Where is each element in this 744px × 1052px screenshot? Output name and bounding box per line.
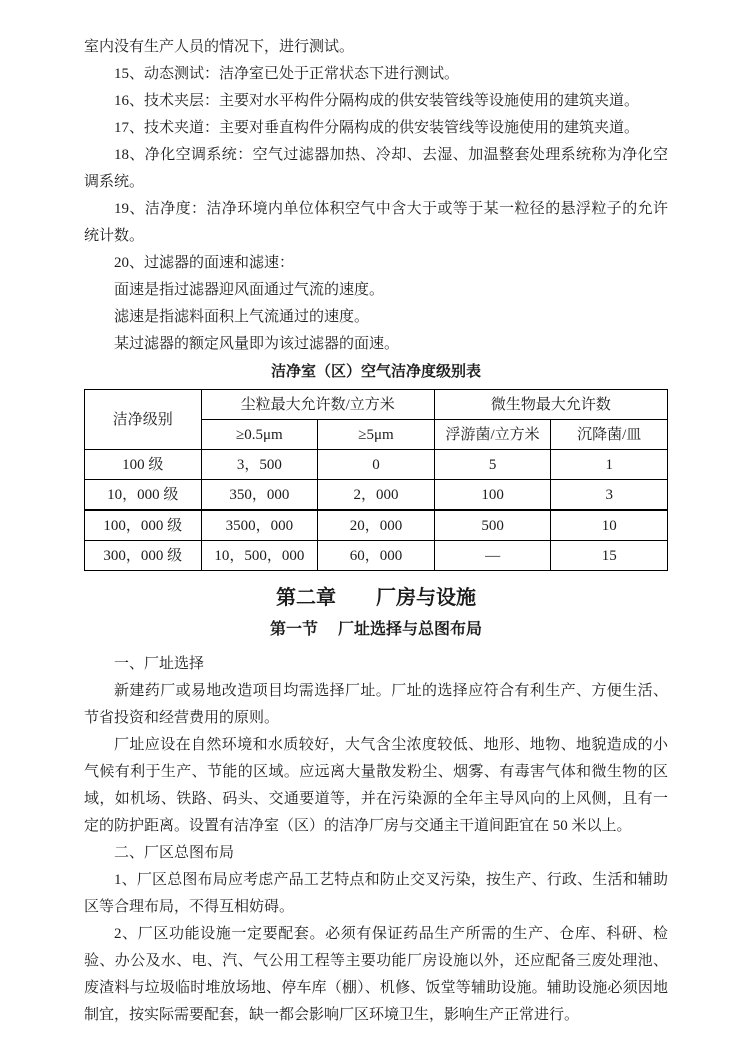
- table-cell: 20，000: [318, 510, 435, 541]
- table-cell: 100 级: [85, 450, 202, 480]
- paragraph: 15、动态测试：洁净室已处于正常状态下进行测试。: [114, 66, 460, 82]
- table-cell: 5: [434, 450, 551, 480]
- table-cell: 10，000 级: [85, 480, 202, 511]
- paragraph: 一、厂址选择: [114, 656, 205, 672]
- table-row: [85, 450, 668, 480]
- paragraph: 滤速是指滤料面积上气流通过的速度。: [114, 309, 370, 325]
- paragraph: 二、厂区总图布局: [114, 845, 235, 861]
- table-cell: 3500，000: [201, 510, 318, 541]
- table-row: [85, 510, 668, 541]
- table-cell: 350，000: [201, 480, 318, 511]
- table-header-cell: 尘粒最大允许数/立方米: [201, 390, 434, 420]
- paragraph: 室内没有生产人员的情况下，进行测试。: [84, 39, 355, 55]
- table-cell: 500: [434, 510, 551, 541]
- paragraph: 厂址应设在自然环境和水质较好，大气含尘浓度较低、地形、地物、地貌造成的小气候有利于生产、节能的区域。应远离大量散发粉尘、烟雾、有毒害气体和微生物的区域，如机场、铁路、码头、交通要道等，并在污染源的全年主导风向的上风侧，且有一定的防护距离。设置有洁净室（区）的洁净厂房与交通主干道间距宜在 50 米以上。: [84, 737, 668, 834]
- paragraph: 1、厂区总图布局应考虑产品工艺特点和防止交叉污染，按生产、行政、生活和辅助区等合理布局，不得互相妨碍。: [84, 872, 668, 915]
- table-cell: 2，000: [318, 480, 435, 511]
- paragraph: 17、技术夹道：主要对垂直构件分隔构成的供安装管线等设施使用的建筑夹道。: [114, 120, 640, 136]
- chapter-heading: 第二章 厂房与设施: [276, 587, 476, 609]
- table-cell: 60，000: [318, 541, 435, 571]
- paragraph: 面速是指过滤器迎风面通过气流的速度。: [114, 282, 385, 298]
- section-heading: 第一节 厂址选择与总图布局: [269, 621, 482, 638]
- cleanliness-class-table: [84, 389, 668, 571]
- table-header-row: [85, 390, 668, 420]
- paragraph: 某过滤器的额定风量即为该过滤器的面速。: [114, 336, 400, 352]
- table-cell: 100，000 级: [85, 510, 202, 541]
- table-header-cell: 浮游菌/立方米: [434, 420, 551, 450]
- table-header-cell: ≥0.5μm: [201, 420, 318, 450]
- table-cell: 0: [318, 450, 435, 480]
- table-cell: 300，000 级: [85, 541, 202, 571]
- paragraph: 19、洁净度：洁净环境内单位体积空气中含大于或等于某一粒径的悬浮粒子的允许统计数。: [84, 201, 668, 244]
- table-header-cell: ≥5μm: [318, 420, 435, 450]
- paragraph: 20、过滤器的面速和滤速：: [114, 255, 295, 271]
- paragraph: 新建药厂或易地改造项目均需选择厂址。厂址的选择应符合有利生产、方便生活、节省投资和经营费用的原则。: [84, 683, 668, 726]
- table-header-cell: 沉降菌/皿: [551, 420, 668, 450]
- table-title: 洁净室（区）空气洁净度级别表: [270, 364, 481, 380]
- table-cell: 15: [551, 541, 668, 571]
- table-header-cell: 洁净级别: [85, 390, 202, 450]
- paragraph: 2、厂区功能设施一定要配套。必须有保证药品生产所需的生产、仓库、科研、检验、办公及水、电、汽、气公用工程等主要功能厂房设施以外，还应配备三废处理池、废渣料与垃圾临时堆放场地、停车库（棚）、机修、饭堂等辅助设施。辅助设施必须因地制宜，按实际需要配套，缺一都会影响厂区环境卫生，影响生产正常进行。: [84, 926, 668, 1023]
- table-cell: —: [434, 541, 551, 571]
- table-cell: 3: [551, 480, 668, 511]
- table-cell: 1: [551, 450, 668, 480]
- table-cell: 100: [434, 480, 551, 511]
- table-cell: 10: [551, 510, 668, 541]
- paragraph: 18、净化空调系统：空气过滤器加热、冷却、去湿、加温整套处理系统称为净化空调系统。: [84, 147, 668, 190]
- table-cell: 10，500，000: [201, 541, 318, 571]
- table-cell: 3，500: [201, 450, 318, 480]
- paragraph: 16、技术夹层：主要对水平构件分隔构成的供安装管线等设施使用的建筑夹道。: [114, 93, 640, 109]
- table-header-cell: 微生物最大允许数: [434, 390, 667, 420]
- table-row: [85, 541, 668, 571]
- table-row: [85, 480, 668, 511]
